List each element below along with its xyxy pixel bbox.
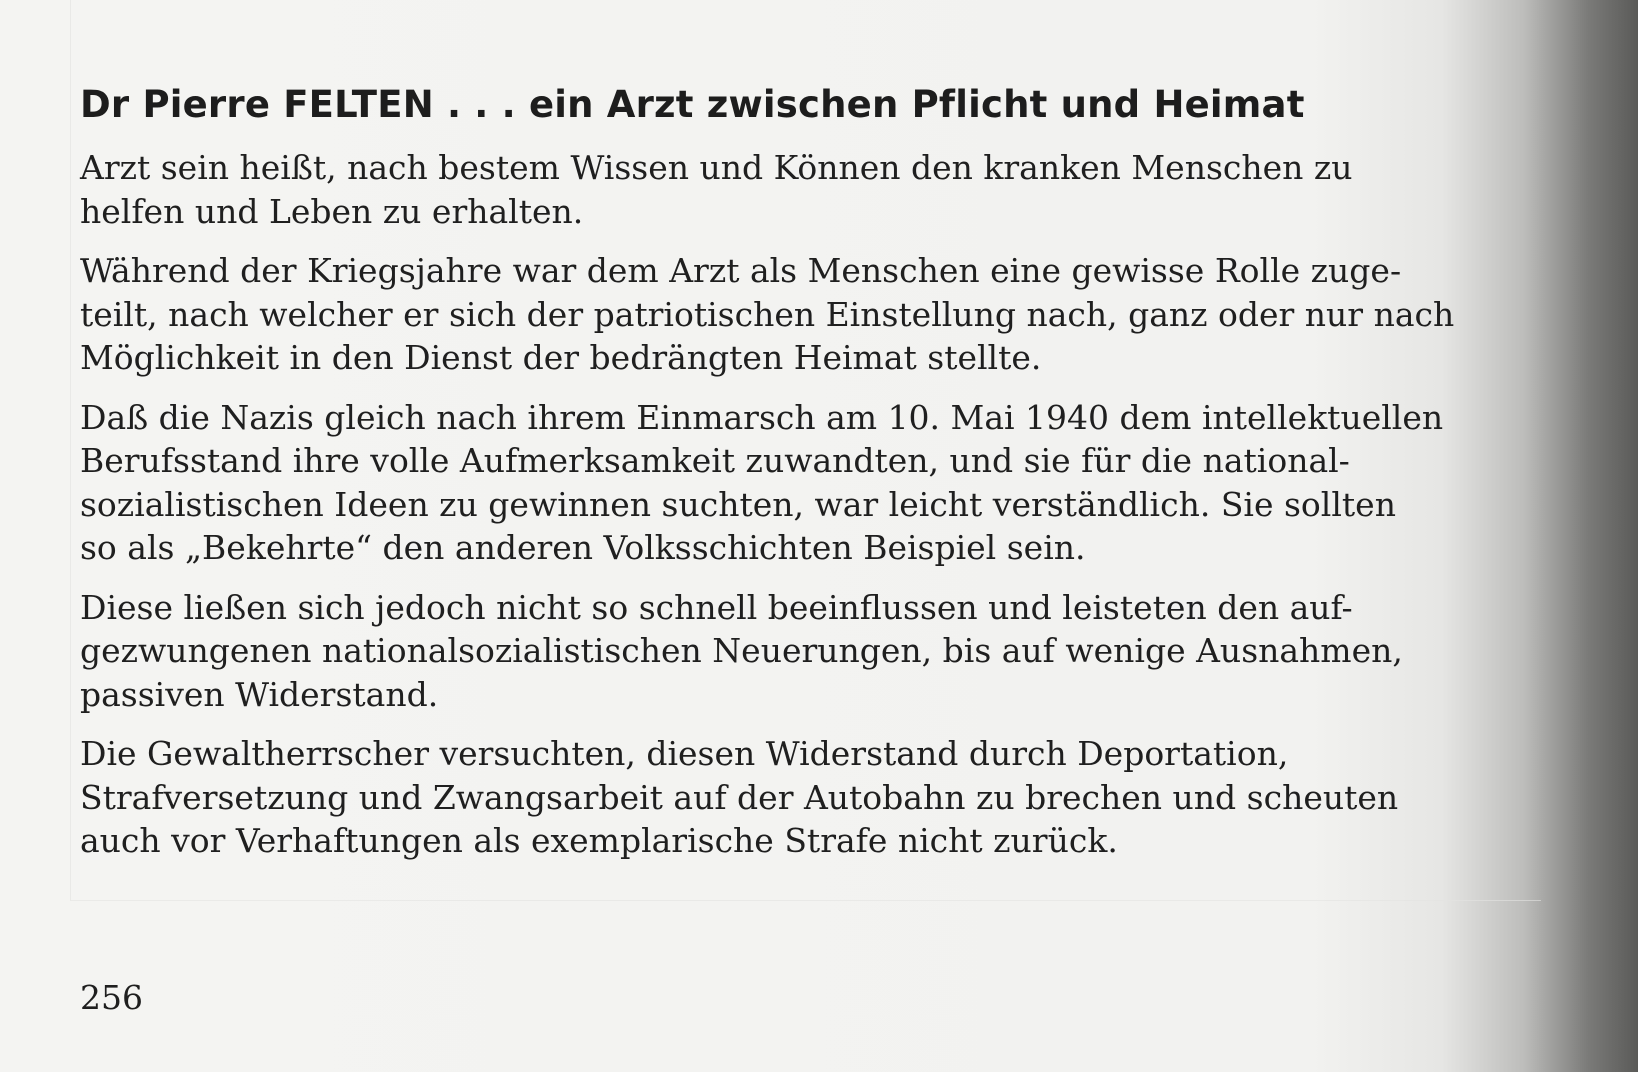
- text-line: Strafversetzung und Zwangsarbeit auf der Autobahn zu brechen und scheuten: [80, 777, 1399, 817]
- text-line: passiven Widerstand.: [80, 674, 439, 714]
- text-line: helfen und Leben zu erhalten.: [80, 191, 584, 231]
- paragraph-4: [80, 586, 1550, 717]
- text-line: auch vor Verhaftungen als exemplarische Strafe nicht zurück.: [80, 821, 1118, 860]
- article: [80, 82, 1550, 879]
- page-number: 256: [80, 978, 143, 1017]
- paragraph-2: [80, 249, 1550, 380]
- text-line: Während der Kriegsjahre war dem Arzt als Menschen eine gewisse Rolle zuge-: [80, 251, 1402, 290]
- text-line: Arzt sein heißt, nach bestem Wissen und Können den kranken Menschen zu: [80, 148, 1353, 187]
- text-line: Diese ließen sich jedoch nicht so schnell beeinflussen und leisteten den auf-: [80, 587, 1353, 627]
- text-line: Die Gewaltherrscher versuchten, diesen Widerstand durch Deportation,: [80, 734, 1289, 773]
- text-line: teilt, nach welcher er sich der patriotischen Einstellung nach, ganz oder nur nach: [80, 294, 1455, 334]
- text-line: sozialistischen Ideen zu gewinnen suchten, war leicht verständlich. Sie sollten: [80, 484, 1396, 524]
- paragraph-5: [80, 732, 1550, 863]
- text-line: gezwungenen nationalsozialistischen Neuerungen, bis auf wenige Ausnahmen,: [80, 631, 1403, 670]
- text-line: Möglichkeit in den Dienst der bedrängten Heimat stellte.: [80, 338, 1042, 377]
- text-line: Daß die Nazis gleich nach ihrem Einmarsch am 10. Mai 1940 dem intellektuellen: [80, 397, 1444, 437]
- paragraph-3: [80, 396, 1550, 570]
- article-title: Dr Pierre FELTEN . . . ein Arzt zwischen Pflicht und Heimat: [80, 83, 1305, 126]
- text-line: so als „Bekehrte“ den anderen Volksschichten Beispiel sein.: [80, 528, 1086, 567]
- paragraph-1: [80, 146, 1550, 233]
- text-line: Berufsstand ihre volle Aufmerksamkeit zuwandten, und sie für die national-: [80, 441, 1350, 480]
